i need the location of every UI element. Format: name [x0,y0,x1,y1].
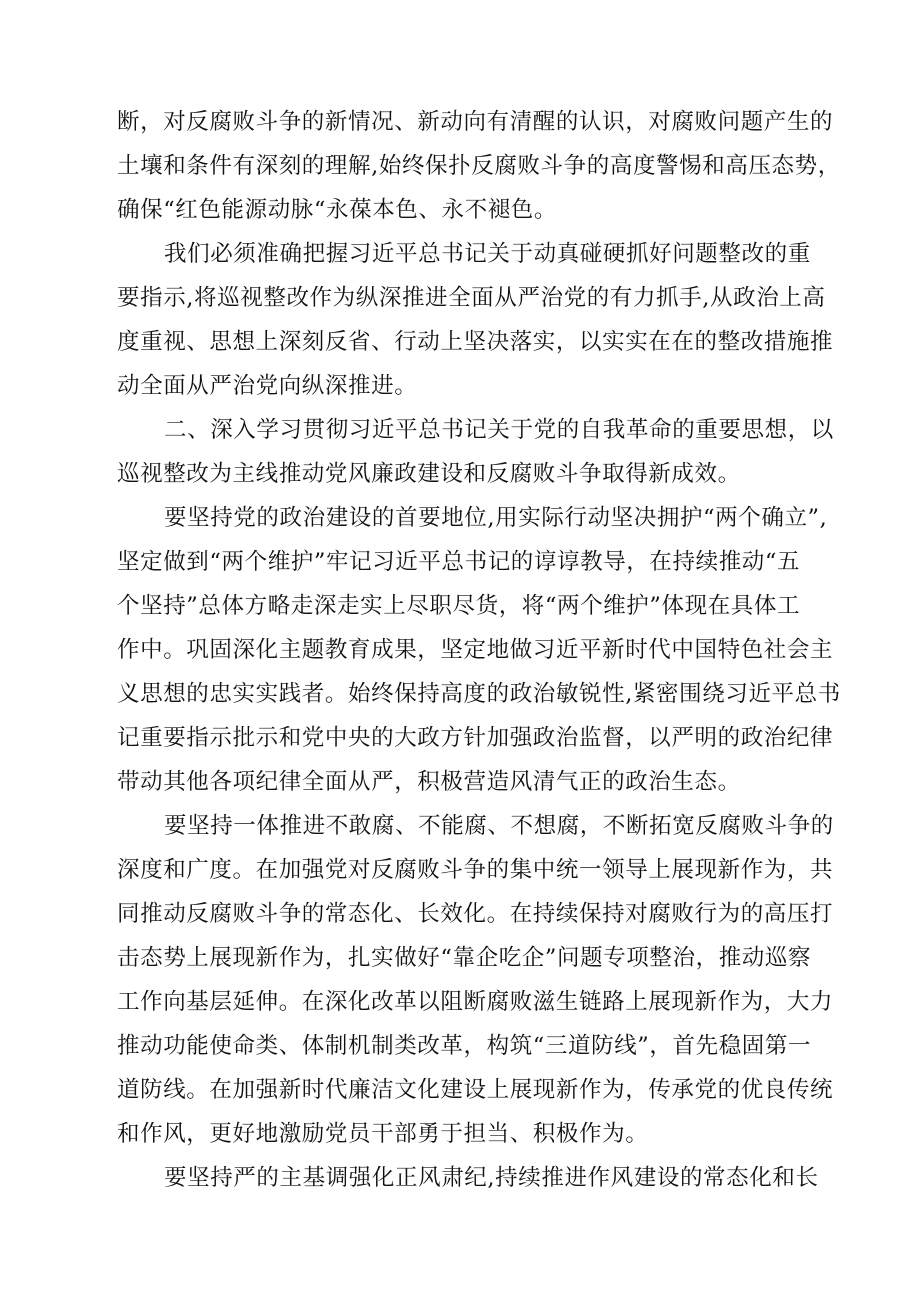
text-line: 义思想的忠实实践者。始终保持高度的政治敏锐性,紧密围绕习近平总书 [117,681,841,707]
paragraph-first-line: 我们必须准确把握习近平总书记关于动真碰硬抓好问题整改的重 [164,241,811,267]
text-line: 土壤和条件有深刻的理解,始终保扑反腐败斗争的高度警惕和高压态势， [117,153,841,179]
paragraph-first-line: 要坚持党的政治建设的首要地位,用实际行动坚决拥护“两个确立”, [164,505,828,531]
text-line: 动全面从严治党向纵深推进。 [117,373,418,399]
text-line: 度重视、思想上深刻反省、行动上坚决落实，以实实在在的整改措施推 [117,329,834,355]
text-line: 确保“红色能源动脉“永葆本色、永不褪色。 [117,197,558,223]
section-heading-line: 巡视整改为主线推动党风廉政建设和反腐败斗争取得新成效。 [117,461,741,487]
text-line: 工作向基层延伸。在深化改革以阻断腐败滋生链路上展现新作为，大力 [117,989,834,1015]
text-line: 个坚持”总体方略走深走实上尽职尽货，将“两个维护”体现在具体工 [117,593,801,619]
text-line: 要指示,将巡视整改作为纵深推进全面从严治党的有力抓手,从政治上高 [117,285,826,311]
text-line: 断，对反腐败斗争的新情况、新动向有清醒的认识，对腐败问题产生的 [117,109,834,135]
text-line: 深度和广度。在加强党对反腐败斗争的集中统一领导上展现新作为，共 [117,857,834,883]
text-line: 击态势上展现新作为，扎实做好“靠企吃企”问题专项整治，推动巡察 [117,945,812,971]
section-heading-line: 二、深入学习贯彻习近平总书记关于党的自我革命的重要思想，以 [164,417,834,443]
text-line: 推动功能使命类、体制机制类改革，构筑“三道防线”，首先稳固第一 [117,1033,812,1059]
text-line: 坚定做到“两个维护”牢记习近平总书记的谆谆教导，在持续推动“五 [117,549,801,575]
text-line: 记重要指示批示和党中央的大政方针加强政治监督，以严明的政治纪律 [117,725,834,751]
text-line: 道防线。在加强新时代廉洁文化建设上展现新作为，传承党的优良传统 [117,1077,834,1103]
text-line: 带动其他各项纪律全面从严，积极营造风清气正的政治生态。 [117,769,741,795]
paragraph-first-line: 要坚持一体推进不敢腐、不能腐、不想腐，不断拓宽反腐败斗争的 [164,813,834,839]
paragraph-first-line: 要坚持严的主基调强化正风肃纪,持续推进作风建设的常态化和长 [164,1165,819,1191]
text-line: 同推动反腐败斗争的常态化、长效化。在持续保持对腐败行为的高压打 [117,901,834,927]
text-line: 作中。巩固深化主题教育成果，坚定地做习近平新时代中国特色社会主 [117,637,834,663]
text-line: 和作风，更好地激励党员干部勇于担当、积极作为。 [117,1121,649,1147]
